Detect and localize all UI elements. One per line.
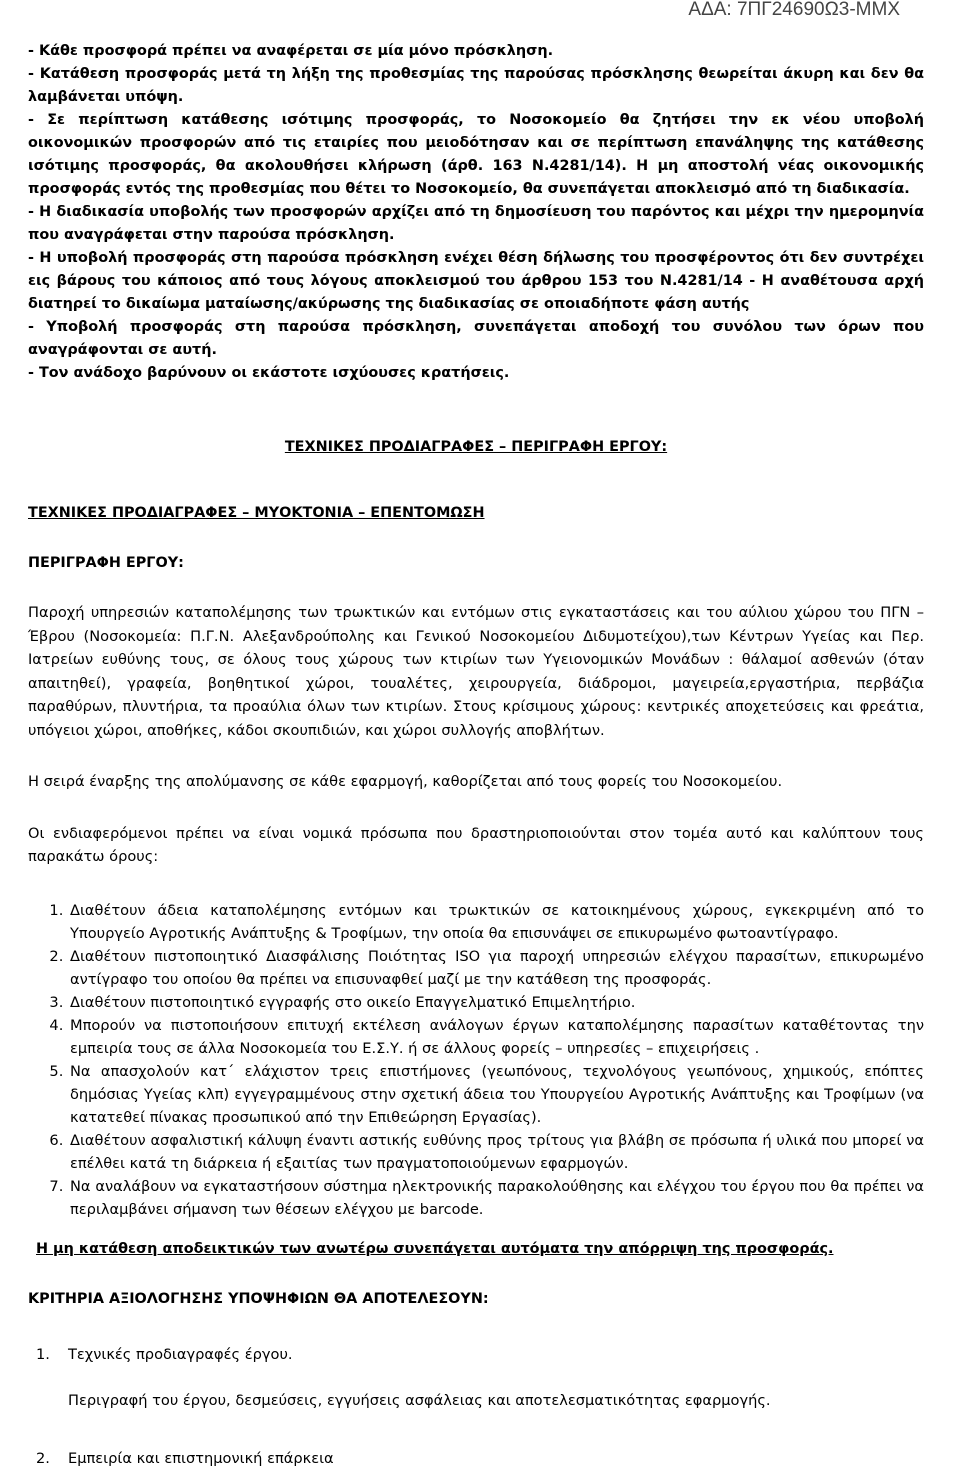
technical-specs-subheading: ΤΕΧΝΙΚΕΣ ΠΡΟΔΙΑΓΡΑΦΕΣ – ΜΥΟΚΤΟΝΙΑ – ΕΠΕΝΤΟΜΩΣΗ: [28, 505, 485, 521]
eligibility-intro: Οι ενδιαφερόμενοι πρέπει να είναι νομικά πρόσωπα που δραστηριοποιούνται στον τομέα αυτό και καλύπτουν τους παρακάτω όρους:: [28, 824, 924, 865]
document-page: [28, 40, 924, 1469]
requirements-list: [28, 899, 924, 1221]
term-deductions: - Τον ανάδοχο βαρύνουν οι εκάστοτε ισχύουσες κρατήσεις.: [28, 365, 510, 381]
technical-specs-heading: ΤΕΧΝΙΚΕΣ ΠΡΟΔΙΑΓΡΑΦΕΣ – ΠΕΡΙΓΡΑΦΗ ΕΡΓΟΥ:: [284, 439, 668, 455]
requirement-item: 1. Διαθέτουν άδεια καταπολέμησης εντόμων και τρωκτικών σε κατοικημένους χώρους, εγκεκριμένη από το Υπουργείο Αγροτικής Ανάπτυξης & Τροφίμων, την οποία θα επισυνάψει σε επικυρωμένο φωτοαντίγραφο.: [68, 899, 924, 945]
criteria-item-1-description: Περιγραφή του έργου, δεσμεύσεις, εγγυήσεις ασφάλειας και αποτελεσματικότητας εφαρμογής.: [68, 1391, 771, 1409]
requirement-item: 5. Να απασχολούν κατ΄ ελάχιστον τρεις επιστήμονες (γεωπόνους, τεχνολόγους γεωπόνους, χημικούς, επόπτες δημόσιας Υγείας κλπ) εγγεγραμμένους στην σχετική άδεια του Υπουργείου Αγροτικής Ανάπτυξης και Τροφίμων (να κατατεθεί πίνακας προσωπικού από την Επιθεώρηση Εργασίας).: [68, 1060, 924, 1129]
terms-block: [28, 40, 924, 385]
term-declaration: - Η υποβολή προσφοράς στη παρούσα πρόσκληση ενέχει θέση δήλωσης του προσφέροντος ότι δεν συντρέχει εις βάρους του κάποιος από τους λόγους αποκλεισμού του άρθρου 153 του Ν.4281/14 - Η αναθέτουσα αρχή διατηρεί το δικαίωμα ματαίωσης/ακύρωσης της διαδικασίας σε οποιαδήποτε φάση αυτής: [28, 250, 924, 312]
service-description: Παροχή υπηρεσιών καταπολέμησης των τρωκτικών και εντόμων στις εγκαταστάσεις και του αύλιου χώρου του ΠΓΝ – Έβρου (Νοσοκομεία: Π.Γ.Ν. Αλεξανδρούπολης και Γενικού Νοσοκομείου Διδυμοτείχου),των Κέντρων Υγείας και Περ. Ιατρείων ευθύνης τους, σε όλους τους χώρους των κτιρίων των Υγειονομικών Μονάδων : θάλαμοί ασθενών (όταν απαιτηθεί), γραφεία, βοηθητικοί χώροι, τουαλέτες, χειρουργεία, διάδρομοι, μαγειρεία,εργαστήρια, περβάζια παραθύρων, πλυντήρια, τα προαύλια όλων των κτιρίων. Στους κρίσιμους χώρους: κεντρικές αποχετεύσεις και φρεάτια, υπόγειοι χώροι, αποθήκες, κάδοι σκουπιδιών, και χώροι συλλογής αποβλήτων.: [28, 604, 924, 739]
criteria-item-title: Εμπειρία και επιστημονική επάρκεια: [68, 1449, 334, 1467]
schedule-note: Η σειρά έναρξης της απολύμανσης σε κάθε εφαρμογή, καθορίζεται από τους φορείς του Νοσοκομείου.: [28, 773, 783, 790]
project-description-heading: ΠΕΡΙΓΡΑΦΗ ΕΡΓΟΥ:: [28, 555, 184, 571]
criteria-item-2: [36, 1449, 924, 1469]
criteria-item-1: [36, 1345, 924, 1365]
term-submission-period: - Η διαδικασία υποβολής των προσφορών αρχίζει από τη δημοσίευση του παρόντος και μέχρι την ημερομηνία που αναγράφεται στην παρούσα πρόσκληση.: [28, 204, 924, 243]
requirement-item: 7. Να αναλάβουν να εγκαταστήσουν σύστημα ηλεκτρονικής παρακολούθησης και ελέγχου του έργου που θα πρέπει να περιλαμβάνει σήμανση των θέσεων ελέγχου με barcode.: [68, 1175, 924, 1221]
requirement-item: 6. Διαθέτουν ασφαλιστική κάλυψη έναντι αστικής ευθύνης προς τρίτους για βλάβη σε πρόσωπα ή υλικά που μπορεί να επέλθει κατά τη διάρκεια ή εξαιτίας των πραγματοποιούμενων εφαρμογών.: [68, 1129, 924, 1175]
requirement-item: 2. Διαθέτουν πιστοποιητικό Διασφάλισης Ποιότητας ISO για παροχή υπηρεσιών ελέγχου παρασίτων, επικυρωμένο αντίγραφο του οποίου θα πρέπει να επισυναφθεί μαζί με την κατάθεση της προσφοράς.: [68, 945, 924, 991]
criteria-heading: ΚΡΙΤΗΡΙΑ ΑΞΙΟΛΟΓΗΣΗΣ ΥΠΟΨΗΦΙΩΝ ΘΑ ΑΠΟΤΕΛΕΣΟΥΝ:: [28, 1290, 489, 1307]
term-acceptance: - Υποβολή προσφοράς στη παρούσα πρόσκληση, συνεπάγεται αποδοχή του συνόλου των όρων που αναγράφονται σε αυτή.: [28, 319, 924, 358]
requirement-item: 4. Μπορούν να πιστοποιήσουν επιτυχή εκτέλεση ανάλογων έργων καταπολέμησης παρασίτων καταθέτοντας την εμπειρία τους σε άλλα Νοσοκομεία του Ε.Σ.Υ. ή σε άλλους φορείς – υπηρεσίες – επιχειρήσεις .: [68, 1014, 924, 1060]
criteria-item-number: 1.: [36, 1345, 50, 1363]
ada-code: ΑΔΑ: 7ΠΓ24690Ω3-ΜΜΧ: [688, 0, 900, 20]
criteria-item-title: Τεχνικές προδιαγραφές έργου.: [68, 1345, 293, 1363]
rejection-warning: Η μη κατάθεση αποδεικτικών των ανωτέρω συνεπάγεται αυτόματα την απόρριψη της προσφοράς.: [36, 1240, 834, 1257]
requirement-item: 3. Διαθέτουν πιστοποιητικό εγγραφής στο οικείο Επαγγελματικό Επιμελητήριο.: [68, 991, 924, 1014]
term-equal-offer: - Σε περίπτωση κατάθεσης ισότιμης προσφοράς, το Νοσοκομείο θα ζητήσει την εκ νέου υποβολή οικονομικών προσφορών από τις εταιρίες που μειοδότησαν και σε περίπτωση επανάληψης της κατάθεσης ισότιμης προσφοράς, θα ακολουθήσει κλήρωση (άρθ. 163 Ν.4281/14). Η μη αποστολή νέας οικονομικής προσφοράς εντός της προθεσμίας που θέτει το Νοσοκομείο, θα συνεπάγεται αποκλεισμό από τη διαδικασία.: [28, 112, 924, 197]
term-single-invitation: - Κάθε προσφορά πρέπει να αναφέρεται σε μία μόνο πρόσκληση.: [28, 43, 554, 59]
criteria-item-number: 2.: [36, 1449, 50, 1467]
term-late-submission: - Κατάθεση προσφοράς μετά τη λήξη της προθεσμίας της παρούσας πρόσκλησης θεωρείται άκυρη και δεν θα λαμβάνεται υπόψη.: [28, 66, 924, 105]
